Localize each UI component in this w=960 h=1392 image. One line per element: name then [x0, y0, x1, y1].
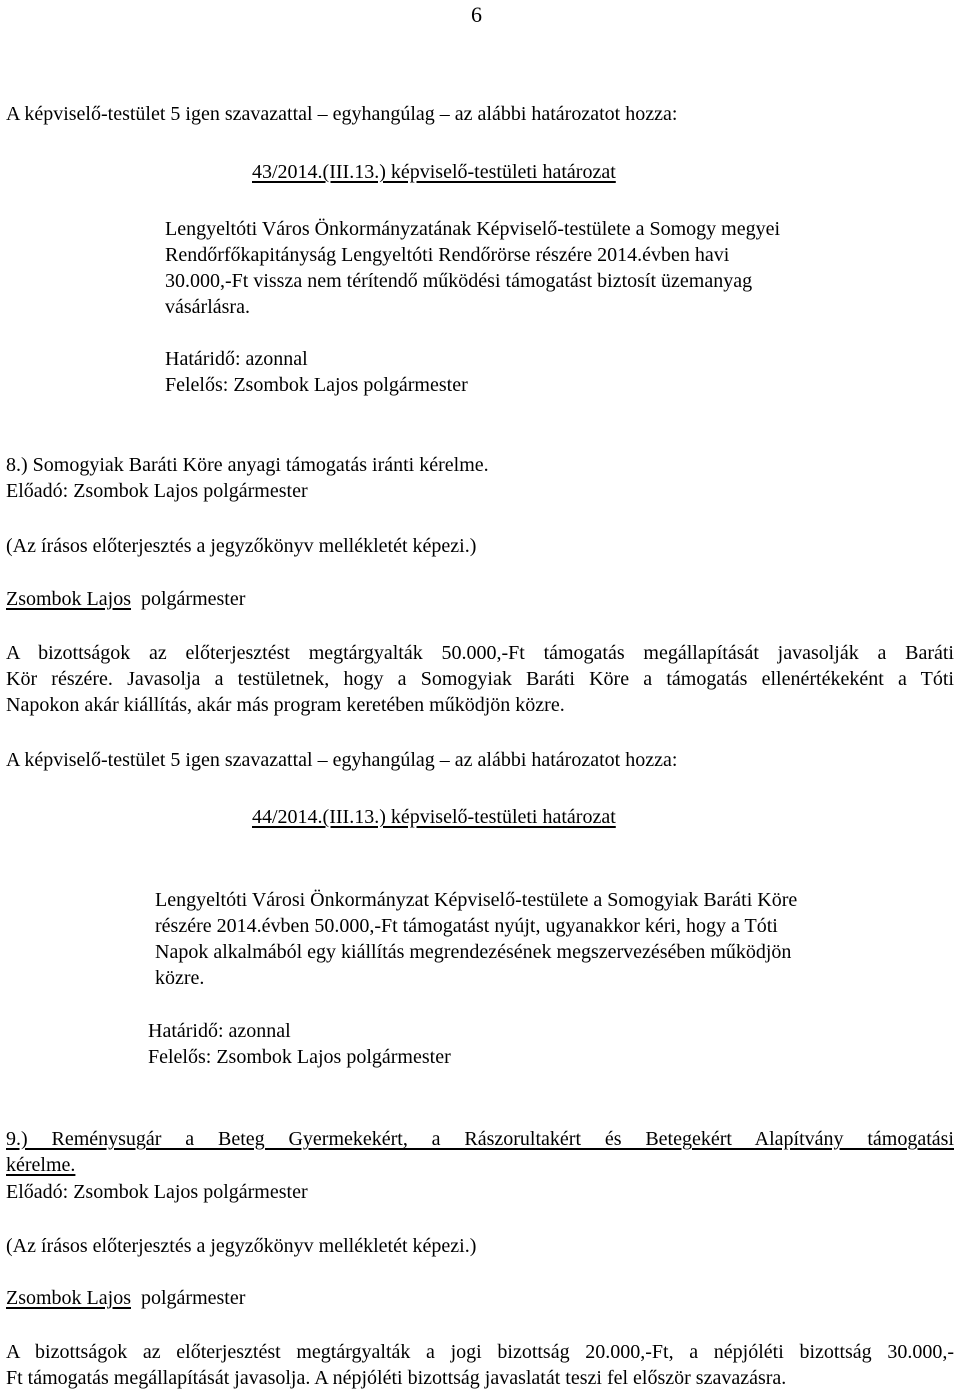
item-9-title-line-1: 9.) Reménysugár a Beteg Gyermekekért, a Rászorultakért és Betegekért Alapítvány támogatási [6, 1128, 954, 1150]
resolution-44-line-1: Lengyeltóti Városi Önkormányzat Képviselő-testülete a Somogyiak Baráti Köre [155, 889, 798, 911]
resolution-44-line-2: részére 2014.évben 50.000,-Ft támogatást nyújt, ugyanakkor kéri, hogy a Tóti [155, 915, 778, 937]
intro-statement-2: A képviselő-testület 5 igen szavazattal – egyhangúlag – az alábbi határozatot hozza: [6, 749, 678, 771]
resolution-43-line-3: 30.000,-Ft vissza nem térítendő működési támogatást biztosít üzemanyag [165, 270, 753, 292]
resolution-43-deadline: Határidő: azonnal [165, 348, 308, 370]
intro-statement-1: A képviselő-testület 5 igen szavazattal – egyhangúlag – az alábbi határozatot hozza: [6, 103, 678, 125]
item-8-speaker-name: Zsombok Lajos [6, 588, 131, 610]
page-number: 6 [471, 2, 482, 27]
resolution-44-line-4: közre. [155, 967, 205, 989]
item-8-attachment-note: (Az írásos előterjesztés a jegyzőkönyv mellékletét képezi.) [6, 535, 477, 557]
item-9-title-line-2: kérelme. [6, 1154, 76, 1176]
item-8-title: 8.) Somogyiak Baráti Köre anyagi támogatás iránti kérelme. [6, 454, 489, 476]
item-8-speaker-role: polgármester [141, 588, 246, 610]
resolution-43-responsible: Felelős: Zsombok Lajos polgármester [165, 374, 468, 396]
item-8-presenter: Előadó: Zsombok Lajos polgármester [6, 480, 308, 502]
item-9-speaker [6, 1285, 245, 1311]
item-8-speaker [6, 586, 245, 612]
resolution-43-title: 43/2014.(III.13.) képviselő-testületi határozat [252, 161, 616, 183]
resolution-44-responsible: Felelős: Zsombok Lajos polgármester [148, 1046, 451, 1068]
item-9-text-line-2: Ft támogatás megállapítását javasolja. A népjóléti bizottság javaslatát teszi fel először szavazásra. [6, 1367, 787, 1389]
item-9-attachment-note: (Az írásos előterjesztés a jegyzőkönyv mellékletét képezi.) [6, 1235, 477, 1257]
item-9-text-line-1: A bizottságok az előterjesztést megtárgyalták a jogi bizottság 20.000,-Ft, a népjóléti bizottság 30.000,- [6, 1341, 954, 1363]
resolution-44-deadline: Határidő: azonnal [148, 1020, 291, 1042]
item-8-text-line-2: Kör részére. Javasolja a testületnek, hogy a Somogyiak Baráti Köre a támogatás ellenértékeként a Tóti [6, 668, 954, 690]
item-9-speaker-role: polgármester [141, 1287, 246, 1309]
resolution-43-line-4: vásárlásra. [165, 296, 250, 318]
item-8-text-line-1: A bizottságok az előterjesztést megtárgyalták 50.000,-Ft támogatás megállapítását javasolják a Baráti [6, 642, 954, 664]
resolution-43-line-1: Lengyeltóti Város Önkormányzatának Képviselő-testülete a Somogy megyei [165, 218, 781, 240]
resolution-44-title: 44/2014.(III.13.) képviselő-testületi határozat [252, 806, 616, 828]
resolution-43-line-2: Rendőrfőkapitányság Lengyeltóti Rendőrörse részére 2014.évben havi [165, 244, 730, 266]
resolution-44-line-3: Napok alkalmából egy kiállítás megrendezésének megszervezésében működjön [155, 941, 792, 963]
item-9-speaker-name: Zsombok Lajos [6, 1287, 131, 1309]
item-8-text-line-3: Napokon akár kiállítás, akár más program keretében működjön közre. [6, 694, 565, 716]
item-9-presenter: Előadó: Zsombok Lajos polgármester [6, 1181, 308, 1203]
